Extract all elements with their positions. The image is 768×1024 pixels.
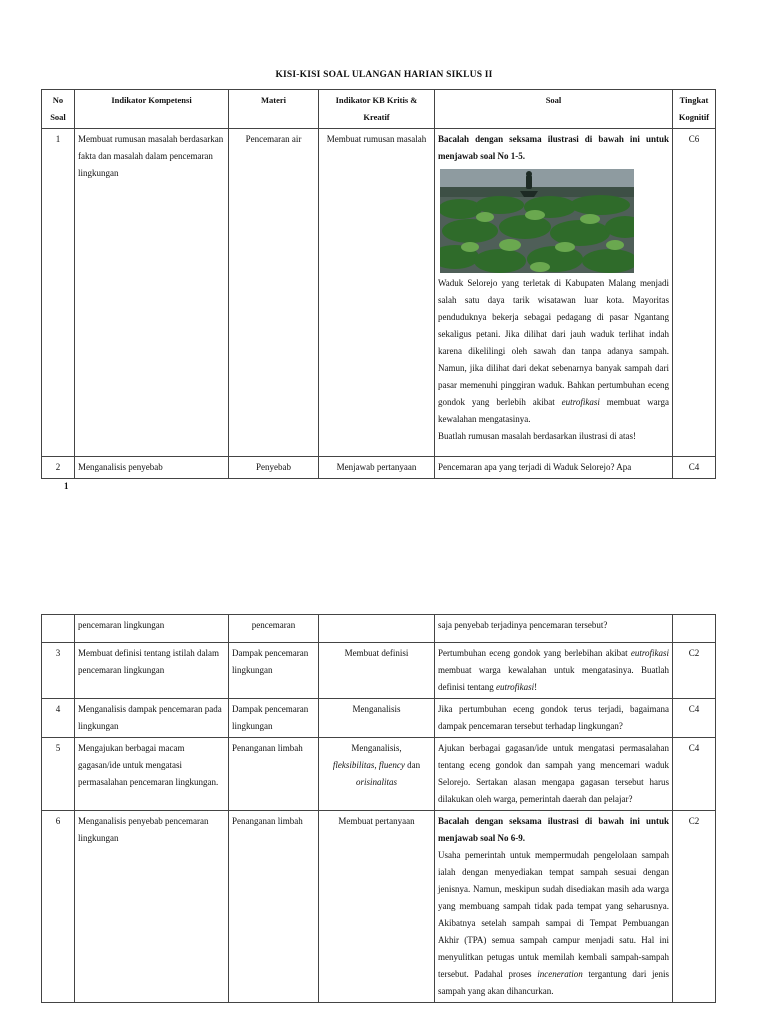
row2-materi: Penyebab [229,457,319,479]
row3-soal-it1: eutrofikasi [630,648,669,658]
row1-soal-p1-end: membuat warga kewalahan mengatasinya. [438,397,669,424]
row5-no: 5 [42,738,75,811]
kisi-kisi-table-page2 [41,614,716,1003]
row5-kb-it3: orisinalitas [355,777,397,787]
row5-kb-a: Menganalisis, [351,743,402,753]
row1-materi: Pencemaran air [229,129,319,457]
row5-kb-it1: fleksibilitas [332,760,375,770]
row6-soal-p1-end: tergantung dari jenis sampah yang akan dihancurkan. [438,969,669,996]
row5-kb-sep: , [374,760,377,770]
row1-soal-paragraph [438,275,669,428]
header-tingkat: Tingkat Kognitif [673,90,716,129]
row5-indikator: Mengajukan berbagai macam gagasan/ide untuk mengatasi permasalahan pencemaran lingkungan. [75,738,229,811]
row6-indikator: Menganalisis penyebab pencemaran lingkungan [75,811,229,1003]
row1-soal-intro: Bacalah dengan seksama ilustrasi di bawah ini untuk menjawab soal No 1-5. [438,134,669,161]
row3-soal-b: membuat warga kewalahan untuk mengatasinya. Buatlah definisi tentang [438,665,669,692]
row3-tingkat: C2 [673,643,716,699]
row3-no: 3 [42,643,75,699]
page-title: KISI-KISI SOAL ULANGAN HARIAN SIKLUS II [275,70,493,80]
header-no: No Soal [42,90,75,129]
row2-kb: Menjawab pertanyaan [319,457,435,479]
row3-soal [435,643,673,699]
row2-no: 2 [42,457,75,479]
header-materi: Materi [229,90,319,129]
row1-indikator: Membuat rumusan masalah berdasarkan fakta dan masalah dalam pencemaran lingkungan [75,129,229,457]
table-row [42,811,716,1003]
kisi-kisi-table-page1 [41,89,716,479]
row5-tingkat: C4 [673,738,716,811]
row6-soal-paragraph [438,847,669,1000]
row1-kb: Membuat rumusan masalah [319,129,435,457]
header-kb: Indikator KB Kritis & Kreatif [319,90,435,129]
row1-tingkat: C6 [673,129,716,457]
header-soal: Soal [435,90,673,129]
row2-cont-kb [319,615,435,643]
row2-indikator: Menganalisis penyebab [75,457,229,479]
row2-cont-no [42,615,75,643]
header-indikator: Indikator Kompetensi [75,90,229,129]
row1-soal-question: Buatlah rumusan masalah berdasarkan ilustrasi di atas! [438,431,636,441]
row5-soal: Ajukan berbagai gagasan/ide untuk mengatasi permasalahan tentang eceng gondok dan sampah yang mencemari waduk Selorejo. Sertakan alasan mengapa gagasan tersebut harus dilakukan oleh warga, pemerintah daerah dan pelajar? [435,738,673,811]
row2-soal: Pencemaran apa yang terjadi di Waduk Selorejo? Apa [435,457,673,479]
table-row [42,738,716,811]
row3-kb: Membuat definisi [319,643,435,699]
row4-indikator: Menganalisis dampak pencemaran pada lingkungan [75,699,229,738]
row3-indikator: Membuat definisi tentang istilah dalam pencemaran lingkungan [75,643,229,699]
row4-kb: Menganalisis [319,699,435,738]
table-row [42,129,716,457]
row6-kb: Membuat pertanyaan [319,811,435,1003]
row2-cont-tingkat [673,615,716,643]
row6-soal-p1: Usaha pemerintah untuk mempermudah pengelolaan sampah ialah dengan menyediakan tempat sampah sesuai dengan jenisnya. Namun, meskipun sudah disediakan masih ada warga yang membuang sampah tidak pada tempat yang seharusnya. Akibatnya setelah sampah sampai di Tempat Pembuangan Akhir (TPA) semua sampah campur menjadi satu. Hal ini menyulitkan petugas untuk memilah kembali sampah-sampah tersebut. Padahal proses [438,850,669,979]
row4-tingkat: C4 [673,699,716,738]
page-number: 1 [64,481,69,491]
table-row [42,615,716,643]
row6-soal-italic: inceneration [537,969,583,979]
row5-kb-it2: fluency [378,760,405,770]
table-row [42,643,716,699]
row2-cont-soal: saja penyebab terjadinya pencemaran tersebut? [435,615,673,643]
row5-kb-and: dan [407,760,421,770]
row6-soal [435,811,673,1003]
row5-kb [319,738,435,811]
table-row [42,457,716,479]
row6-tingkat: C2 [673,811,716,1003]
row6-materi: Penanganan limbah [229,811,319,1003]
row4-materi: Dampak pencemaran lingkungan [229,699,319,738]
row4-no: 4 [42,699,75,738]
row3-soal-a: Pertumbuhan eceng gondok yang berlebihan akibat [438,648,628,658]
row2-cont-indikator: pencemaran lingkungan [75,615,229,643]
row2-cont-materi: pencemaran [229,615,319,643]
water-hyacinth-photo [440,169,634,273]
row3-soal-it2: eutrofikasi [496,682,535,692]
row4-soal: Jika pertumbuhan eceng gondok terus terjadi, bagaimana dampak pencemaran tersebut terhadap lingkungan? [435,699,673,738]
row1-no: 1 [42,129,75,457]
table-row [42,699,716,738]
row2-tingkat: C4 [673,457,716,479]
row1-soal-p1: Waduk Selorejo yang terletak di Kabupaten Malang menjadi salah satu daya tarik wisatawan luar kota. Mayoritas penduduknya bekerja sebagai pedagang di pasar Ngantang sekaligus petani. Jika dilihat dari jauh waduk terlihat indah karena dikelilingi oleh sawah dan tanpa adanya sampah. Namun, jika dilihat dari dekat sebenarnya banyak sampah dari pasar memenuhi pinggiran waduk. Bahkan pertumbuhan eceng gondok yang berlebih akibat [438,278,669,407]
row5-materi: Penanganan limbah [229,738,319,811]
row1-soal [435,129,673,457]
row3-soal-c: ! [534,682,538,692]
row3-materi: Dampak pencemaran lingkungan [229,643,319,699]
row1-soal-italic: eutrofikasi [561,397,600,407]
table-header-row [42,90,716,129]
row6-no: 6 [42,811,75,1003]
row6-soal-intro: Bacalah dengan seksama ilustrasi di bawah ini untuk menjawab soal No 6-9. [438,816,669,843]
